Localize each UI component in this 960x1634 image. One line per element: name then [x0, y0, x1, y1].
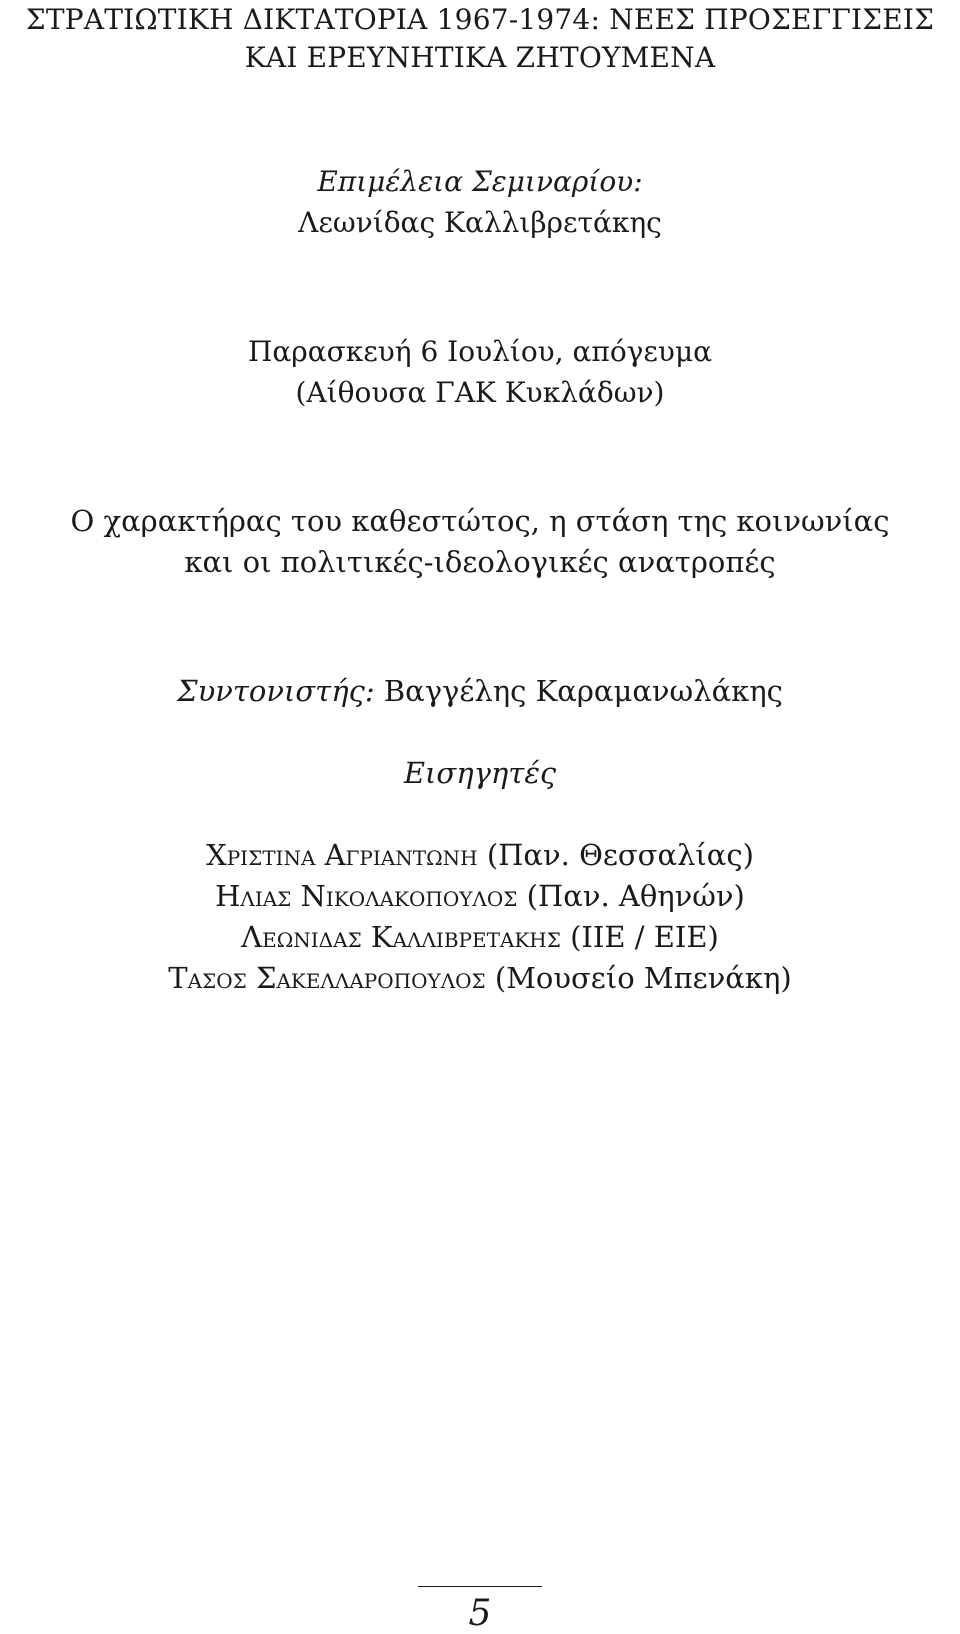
speaker-row: [0, 879, 960, 913]
speaker-name: Χριστινα Αγριαντωνη: [206, 838, 478, 872]
coordinator-line: [0, 674, 960, 708]
speaker-affiliation: (ΙΙΕ / ΕΙΕ): [570, 920, 719, 954]
session-room: (Αίθουσα ΓΑΚ Κυκλάδων): [295, 376, 665, 409]
coordinator-label: Συντονιστής:: [177, 674, 375, 708]
speaker-row: [0, 920, 960, 954]
speaker-name: Λεωνιδας Καλλιβρετακης: [241, 920, 561, 954]
page-number: 5: [468, 1593, 492, 1634]
document-title-line-2: ΚΑΙ ΕΡΕΥΝΗΤΙΚΑ ΖΗΤΟΥΜΕΝΑ: [244, 41, 716, 74]
seminar-editor-name: Λεωνίδας Καλλιβρετάκης: [298, 206, 662, 239]
speakers-heading: Εισηγητές: [403, 756, 557, 790]
seminar-editor-label: Επιμέλεια Σεμιναρίου:: [317, 165, 643, 198]
speaker-row: [0, 838, 960, 872]
speaker-affiliation: (Παν. Θεσσαλίας): [486, 838, 754, 872]
speaker-name: Τασος Σακελλαροπουλος: [168, 961, 486, 995]
session-topic-line-2: και οι πολιτικές-ιδεολογικές ανατροπές: [184, 545, 776, 579]
document-title-line-1: ΣΤΡΑΤΙΩΤΙΚΗ ΔΙΚΤΑΤΟΡΙΑ 1967-1974: ΝΕΕΣ ΠΡΟΣΕΓΓΙΣΕΙΣ: [25, 3, 935, 36]
footer-rule: [418, 1586, 542, 1587]
speaker-row: [0, 961, 960, 995]
session-date: Παρασκευή 6 Ιουλίου, απόγευμα: [247, 335, 713, 368]
speaker-name: Ηλιας Νικολακοπουλος: [215, 879, 518, 913]
speaker-affiliation: (Παν. Αθηνών): [526, 879, 745, 913]
coordinator-name: Βαγγέλης Καραμανωλάκης: [383, 674, 783, 708]
speaker-affiliation: (Μουσείο Μπενάκη): [494, 961, 792, 995]
session-topic-line-1: Ο χαρακτήρας του καθεστώτος, η στάση της κοινωνίας: [70, 504, 890, 538]
